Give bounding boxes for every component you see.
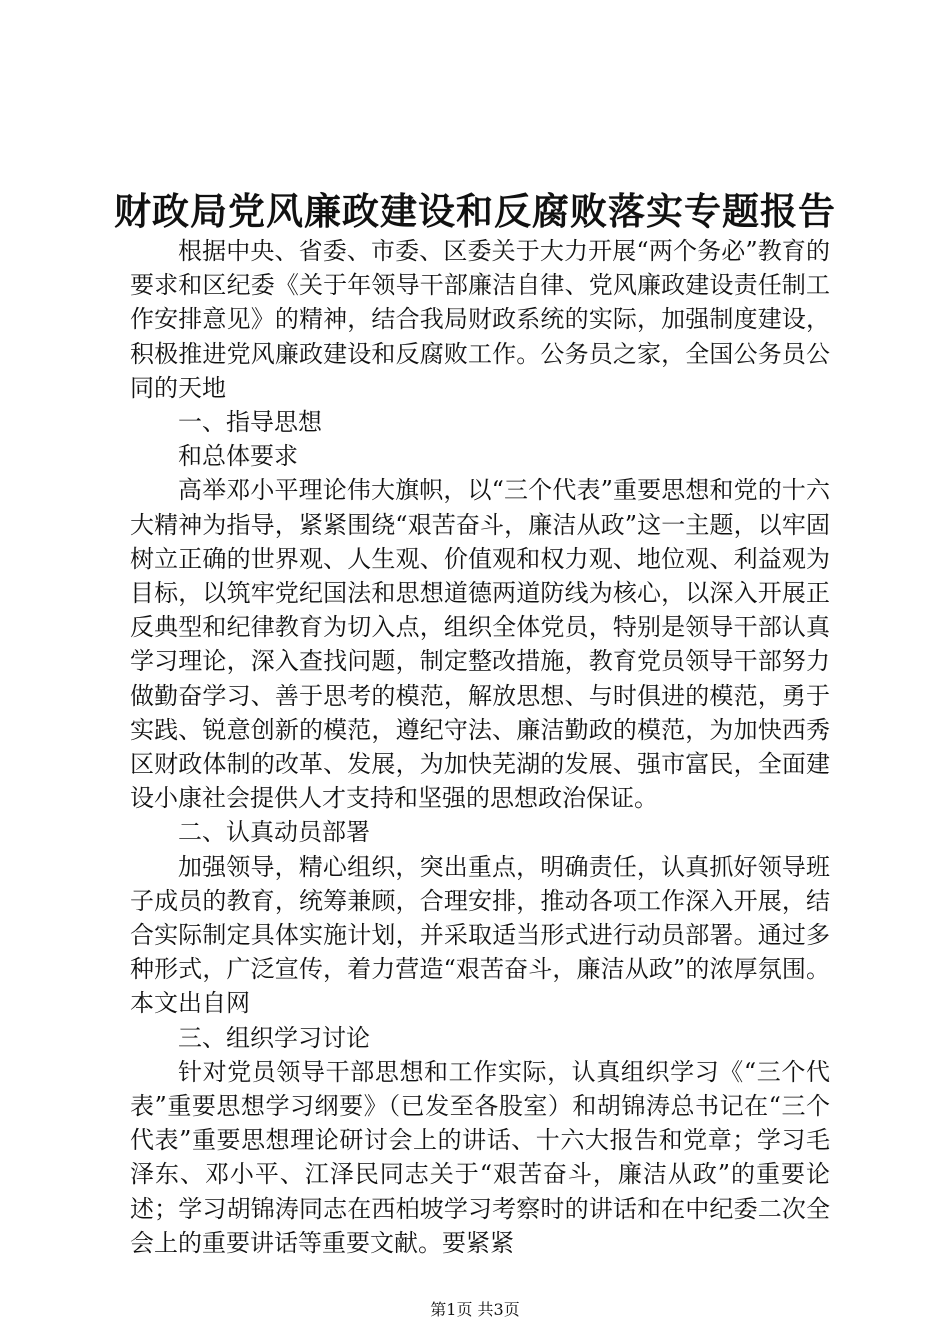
document-title: 财政局党风廉政建设和反腐败落实专题报告 <box>114 189 836 233</box>
body-paragraph: 针对党员领导干部思想和工作实际，认真组织学习《“三个代表”重要思想学习纲要》（已发至各股室）和胡锦涛总书记在“三个代表”重要思想理论研讨会上的讲话、十六大报告和党章；学习毛泽东、邓小平、江泽民同志关于“艰苦奋斗，廉洁从政”的重要论述；学习胡锦涛同志在西柏坡学习考察时的讲话和在中纪委二次全会上的重要讲话等重要文献。要紧紧 <box>130 1057 830 1257</box>
page-number-footer: 第1页 共3页 <box>430 1300 520 1319</box>
body-paragraph: 根据中央、省委、市委、区委关于大力开展“两个务必”教育的要求和区纪委《关于年领导干部廉洁自律、党风廉政建设责任制工作安排意见》的精神，结合我局财政系统的实际，加强制度建设，积极推进党风廉政建设和反腐败工作。公务员之家，全国公务员公同的天地 <box>130 237 830 402</box>
body-paragraph: 加强领导，精心组织，突出重点，明确责任，认真抓好领导班子成员的教育，统筹兼顾，合理安排，推动各项工作深入开展，结合实际制定具体实施计划，并采取适当形式进行动员部署。通过多种形式，广泛宣传，着力营造“艰苦奋斗，廉洁从政”的浓厚氛围。本文出自网 <box>130 852 830 1018</box>
body-paragraph: 高举邓小平理论伟大旗帜，以“三个代表”重要思想和党的十六大精神为指导，紧紧围绕“艰苦奋斗，廉洁从政”这一主题，以牢固树立正确的世界观、人生观、价值观和权力观、地位观、利益观为目标，以筑牢党纪国法和思想道德两道防线为核心，以深入开展正反典型和纪律教育为切入点，组织全体党员，特别是领导干部认真学习理论，深入查找问题，制定整改措施，教育党员领导干部努力做勤奋学习、善于思考的模范，解放思想、与时俱进的模范，勇于实践、锐意创新的模范，遵纪守法、廉洁勤政的模范，为加快西秀区财政体制的改革、发展，为加快芜湖的发展、强市富民，全面建设小康社会提供人才支持和坚强的思想政治保证。 <box>130 476 830 813</box>
section-heading: 和总体要求 <box>178 442 298 471</box>
document-body <box>130 234 830 1260</box>
section-heading: 一、指导思想 <box>178 408 322 437</box>
section-heading: 二、认真动员部署 <box>178 818 370 847</box>
section-heading: 三、组织学习讨论 <box>178 1023 370 1052</box>
